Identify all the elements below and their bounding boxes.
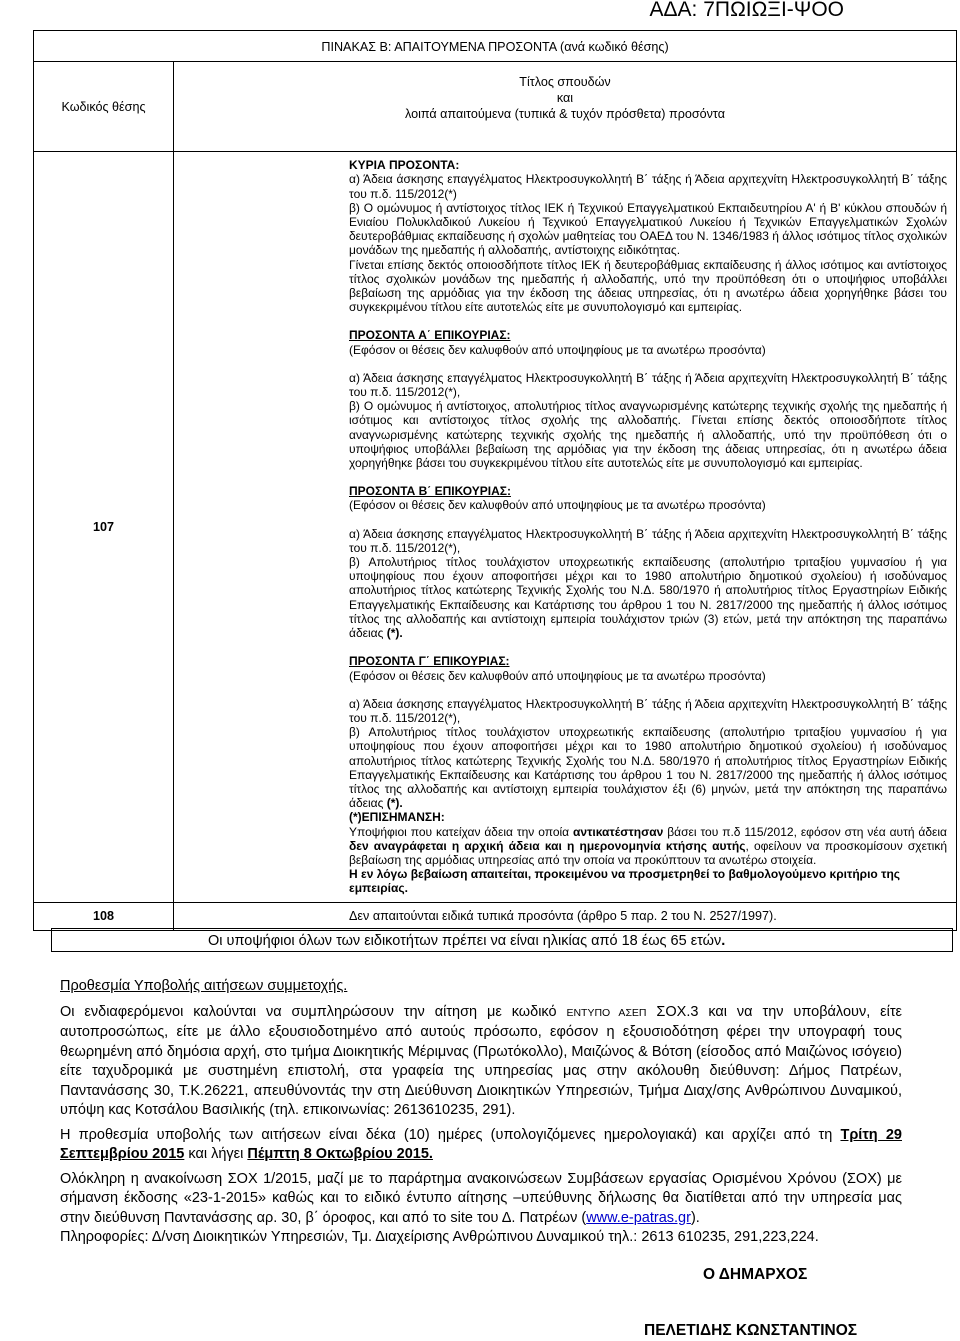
mayor-name: ΠΕΛΕΤΙΔΗΣ ΚΩΝΣΤΑΝΤΙΝΟΣ [644, 1322, 858, 1339]
auxiliary-b-item-a: α) Άδεια άσκησης επαγγέλματος Ηλεκτροσυγκολλητή Β΄ τάξης ή Άδεια αρχιτεχνίτη Ηλεκτροσυγκολλητή Β΄ τάξης του π.δ. 115/2012(*), [349, 526, 947, 555]
column-header-title-line1: Τίτλος σπουδών [519, 75, 611, 90]
column-header-title-line3: λοιπά απαιτούμενα (τυπικά & τυχόν πρόσθετα) προσόντα [404, 107, 726, 122]
main-qualification-b: β) Ο ομώνυμος ή αντίστοιχος τίτλος ΙΕΚ ή Τεχνικού Επαγγελματικού Εκπαιδευτηρίου Α' ή Β' κύκλου σπουδών ή Ενιαίου Πολυκλαδικού Λυκείου ή Τεχνικού Επαγγελματικού Λυκείου ή Τεχνικών Επαγγελματικών Σχολών δευτεροβάθμιας εκπαίδευσης ή σχολών μαθητείας του ΟΑΕΔ του Ν. 1346/1983 ή άλλος ισότιμος τίτλος σχολικών μονάδων της ημεδαπής ή αλλοδαπής, αντίστοιχης ειδικότητας. [349, 200, 947, 258]
info-line: Πληροφορίες: Δ/νση Διοικητικών Υπηρεσιών, Τμ. Διαχείρισης Ανθρώπινου Δυναμικού τηλ.: 2613 610235, 291,223,224. [60, 1229, 819, 1246]
auxiliary-b-note: (Εφόσον οι θέσεις δεν καλυφθούν από υποψηφίους με τα ανωτέρω προσόντα) [349, 498, 766, 513]
auxiliary-c-note: (Εφόσον οι θέσεις δεν καλυφθούν από υποψηφίους με τα ανωτέρω προσόντα) [349, 668, 766, 683]
auxiliary-c-item-a: α) Άδεια άσκησης επαγγέλματος Ηλεκτροσυγκολλητή Β΄ τάξης ή Άδεια αρχιτεχνίτη Ηλεκτροσυγκολλητή Β΄ τάξης του π.δ. 115/2012(*), [349, 696, 947, 725]
form-code: ΕΝΤΥΠΟ ΑΣΕΠ [566, 1007, 647, 1019]
main-qualification-b-extra: Γίνεται επίσης δεκτός οποιοσδήποτε τίτλος ΙΕΚ ή δευτεροβάθμιας εκπαίδευσης ή άλλος ισότιμος και αντίστοιχος τίτλος σχολικών μονάδων της ημεδαπής ή αλλοδαπής, υπό την προϋπόθεση ότι ο υποψήφιος υποβάλλει βεβαίωση της αρμόδιας για την έκδοση της άδειας υπηρεσίας, ότι η ανωτέρω άδεια χορηγήθηκε βάσει του συγκεκριμένου τίτλου είτε αυτοτελώς είτε με συνυπολογισμό και εμπειρίας. [349, 257, 947, 315]
auxiliary-c-item-b: β) Απολυτήριος τίτλος τουλάχιστον υποχρεωτικής εκπαίδευσης (απολυτήριο τριταξίου γυμνασίου ή για υποψηφίους που έχουν αποφοιτήσει μέχρι και το 1980 απολυτήριο δημοτικού σχολείου) ή ισοδύναμος απολυτήριος τίτλος κατώτερης Τεχνικής Σχολής του Ν.Δ. 580/1970 ή απολυτήριος τίτλος Εργαστηρίων Ειδικής Επαγγελματικής Εκπαίδευσης και Κατάρτισης του άρθρου 1 του Ν. 2817/2000 της ημεδαπής ή άλλος ισότιμος τίτλος της αλλοδαπής και αντίστοιχη εμπειρία τουλάχιστον έξι (6) μηνών, μετά την απόκτηση της παραπάνω άδειας (*). [349, 725, 947, 811]
position-code-107: 107 [34, 152, 174, 902]
position-107-requirements [174, 152, 957, 902]
column-header-title [174, 62, 957, 152]
auxiliary-a-heading: ΠΡΟΣΟΝΤΑ Α΄ ΕΠΙΚΟΥΡΙΑΣ: [349, 328, 511, 343]
main-qualifications-heading: ΚΥΡΙΑ ΠΡΟΣΟΝΤΑ: [349, 158, 460, 173]
qualifications-table [33, 30, 957, 931]
column-header-title-line2: και [556, 91, 574, 106]
auxiliary-c-heading: ΠΡΟΣΟΝΤΑ Γ΄ ΕΠΙΚΟΥΡΙΑΣ: [349, 654, 510, 669]
auxiliary-a-note: (Εφόσον οι θέσεις δεν καλυφθούν από υποψηφίους με τα ανωτέρω προσόντα) [349, 342, 766, 357]
deadline-dates-paragraph: Η προθεσμία υποβολής των αιτήσεων είναι δέκα (10) ημέρες (υπολογιζόμενες ημερολογιακά) και αρχίζει από τη Τρίτη 29 Σεπτεμβρίου 2015 και λήγει Πέμπτη 8 Οκτωβρίου 2015. [60, 1127, 902, 1163]
auxiliary-a-item-a: α) Άδεια άσκησης επαγγέλματος Ηλεκτροσυγκολλητή Β΄ τάξης ή Άδεια αρχιτεχνίτη Ηλεκτροσυγκολλητή Β΄ τάξης του π.δ. 115/2012(*), [349, 370, 947, 400]
submission-paragraph: Οι ενδιαφερόμενοι καλούνται να συμπληρώσουν την αίτηση με κωδικό ΕΝΤΥΠΟ ΑΣΕΠ ΣΟΧ.3 και να την υποβάλουν, είτε αυτοπροσώπως, είτε με άλλο εξουσιοδοτημένο από αυτούς πρόσωπο, εφόσον η εξουσιοδότηση φέρει την υπογραφή τους θεωρημένη από δημόσια αρχή, στο τμήμα Διοικητικής Μέριμνας (Πρωτόκολλο), Μαιζώνος & Βότση (είσοδος από Μαιζώνος ισόγειο) είτε ταχυδρομικά με συστημένη επιστολή, στα γραφεία της υπηρεσίας μας στην ακόλουθη διεύθυνση: Δήμος Πατρέων, Παντανάσσης 30, Τ.Κ.26221, απευθύνοντάς την στη Διεύθυνση Διοικητικών Υπηρεσιών, Τμήμα Διαχ/σης Ανθρώπινου Δυναμικού, υπόψη κας Κοτσάλου Βασιλικής (τηλ. επικοινωνίας: 2613610235, 291). [60, 1004, 903, 1119]
end-date: Πέμπτη 8 Οκτωβρίου 2015. [247, 1146, 433, 1163]
auxiliary-b-item-b: β) Απολυτήριος τίτλος τουλάχιστον υποχρεωτικής εκπαίδευσης (απολυτήριο τριταξίου γυμνασίου ή για υποψηφίους που έχουν αποφοιτήσει μέχρι και το 1980 απολυτήριο δημοτικού σχολείου) ή ισοδύναμος απολυτήριος τίτλος κατώτερης Τεχνικής Σχολής του Ν.Δ. 580/1970 ή απολυτήριος τίτλος Εργαστηρίων Ειδικής Επαγγελματικής Εκπαίδευσης και Κατάρτισης του άρθρου 1 του Ν. 2817/2000 της ημεδαπής ή άλλος ισότιμος τίτλος της αλλοδαπής και αντίστοιχη εμπειρία τουλάχιστον τριών (3) ετών, μετά την απόκτηση της παραπάνω άδειας (*). [349, 555, 947, 641]
remark-conclusion: Η εν λόγω βεβαίωση απαιτείται, προκειμένου να προσμετρηθεί το βαθμολογούμενο κριτήριο της εμπειρίας. [349, 867, 901, 896]
auxiliary-b-heading: ΠΡΟΣΟΝΤΑ Β΄ ΕΠΙΚΟΥΡΙΑΣ: [349, 484, 511, 499]
ada-code: ΑΔΑ: 7ΠΩΙΩΞΙ-ΨΟΟ [649, 0, 844, 21]
mayor-title: Ο ΔΗΜΑΡΧΟΣ [703, 1266, 808, 1283]
column-header-code: Κωδικός θέσης [34, 62, 174, 152]
position-code-108: 108 [34, 902, 174, 930]
e-patras-link[interactable]: www.e-patras.gr [586, 1209, 691, 1226]
auxiliary-a-item-b: β) Ο ομώνυμος ή αντίστοιχος, απολυτήριος τίτλος αναγνωρισμένης κατώτερης τεχνικής σχολής της ημεδαπής ή ισότιμος και αντίστοιχος τίτλος σχολής της αλλοδαπής. Γίνεται επίσης δεκτός οποιοσδήποτε τίτλος αναγνωρισμένης κατώτερης τεχνικής σχολής της ημεδαπής ή αλλοδαπής, υπό την προϋπόθεση ότι ο υποψήφιος υποβάλλει βεβαίωση της αρμόδιας για την έκδοση της άδειας υπηρεσίας, ότι η ανωτέρω άδεια χορηγήθηκε βάσει του συγκεκριμένου τίτλου είτε αυτοτελώς είτε με συνυπολογισμό και εμπειρίας. [349, 399, 947, 471]
deadline-heading: Προθεσμία Υποβολής αιτήσεων συμμετοχής. [60, 978, 348, 994]
remark-text: Υποψήφιοι που κατείχαν άδεια την οποία αντικατέστησαν βάσει του π.δ 115/2012, εφόσον στη νέα αυτή άδεια δεν αναγράφεται η αρχική άδεια και η ημερονομηνία κτήσης αυτής, οφείλουν να προσκομίσουν σχετική βεβαίωση της αρμόδιας υπηρεσίας από την οποία να προκύπτουν τα ανωτέρω στοιχεία. [349, 824, 947, 867]
age-requirement-box [51, 928, 953, 952]
announcement-paragraph: Ολόκληρη η ανακοίνωση ΣΟΧ 1/2015, μαζί με το παράρτημα ανακοινώσεων Συμβάσεων εργασίας Ορισμένου Χρόνου (ΣΟΧ) με σήμανση έκδοσης «23-1-2015» καθώς και το ειδικό έντυπο αίτησης –υπεύθυνης δήλωσης θα διατίθεται από την υπηρεσία μας στην διεύθυνση Παντανάσσης αρ. 30, β΄ όροφος, και από το site του Δ. Πατρέων (www.e-patras.gr). Πληροφορίες: Δ/νση Διοικητικών Υπηρεσιών, Τμ. Διαχείρισης Ανθρώπινου Δυναμικού τηλ.: 2613 610235, 291,223,224. [60, 1170, 902, 1248]
start-date: Τρίτη 29 Σεπτεμβρίου 2015 [60, 1127, 902, 1163]
position-108-requirements: Δεν απαιτούνται ειδικά τυπικά προσόντα (άρθρο 5 παρ. 2 του Ν. 2527/1997). [174, 902, 957, 930]
table-title: ΠΙΝΑΚΑΣ Β: ΑΠΑΙΤΟΥΜΕΝΑ ΠΡΟΣΟΝΤΑ (ανά κωδικό θέσης) [34, 31, 957, 62]
age-requirement-text: Οι υποψήφιοι όλων των ειδικοτήτων πρέπει να είναι ηλικίας από 18 έως 65 ετών. [208, 933, 726, 949]
remark-heading: (*)ΕΠΙΣΗΜΑΝΣΗ: [349, 810, 445, 825]
main-qualification-a: α) Άδεια άσκησης επαγγέλματος Ηλεκτροσυγκολλητή Β΄ τάξης ή Άδεια αρχιτεχνίτη Ηλεκτροσυγκολλητή Β΄ τάξης του π.δ. 115/2012(*) [349, 172, 947, 201]
